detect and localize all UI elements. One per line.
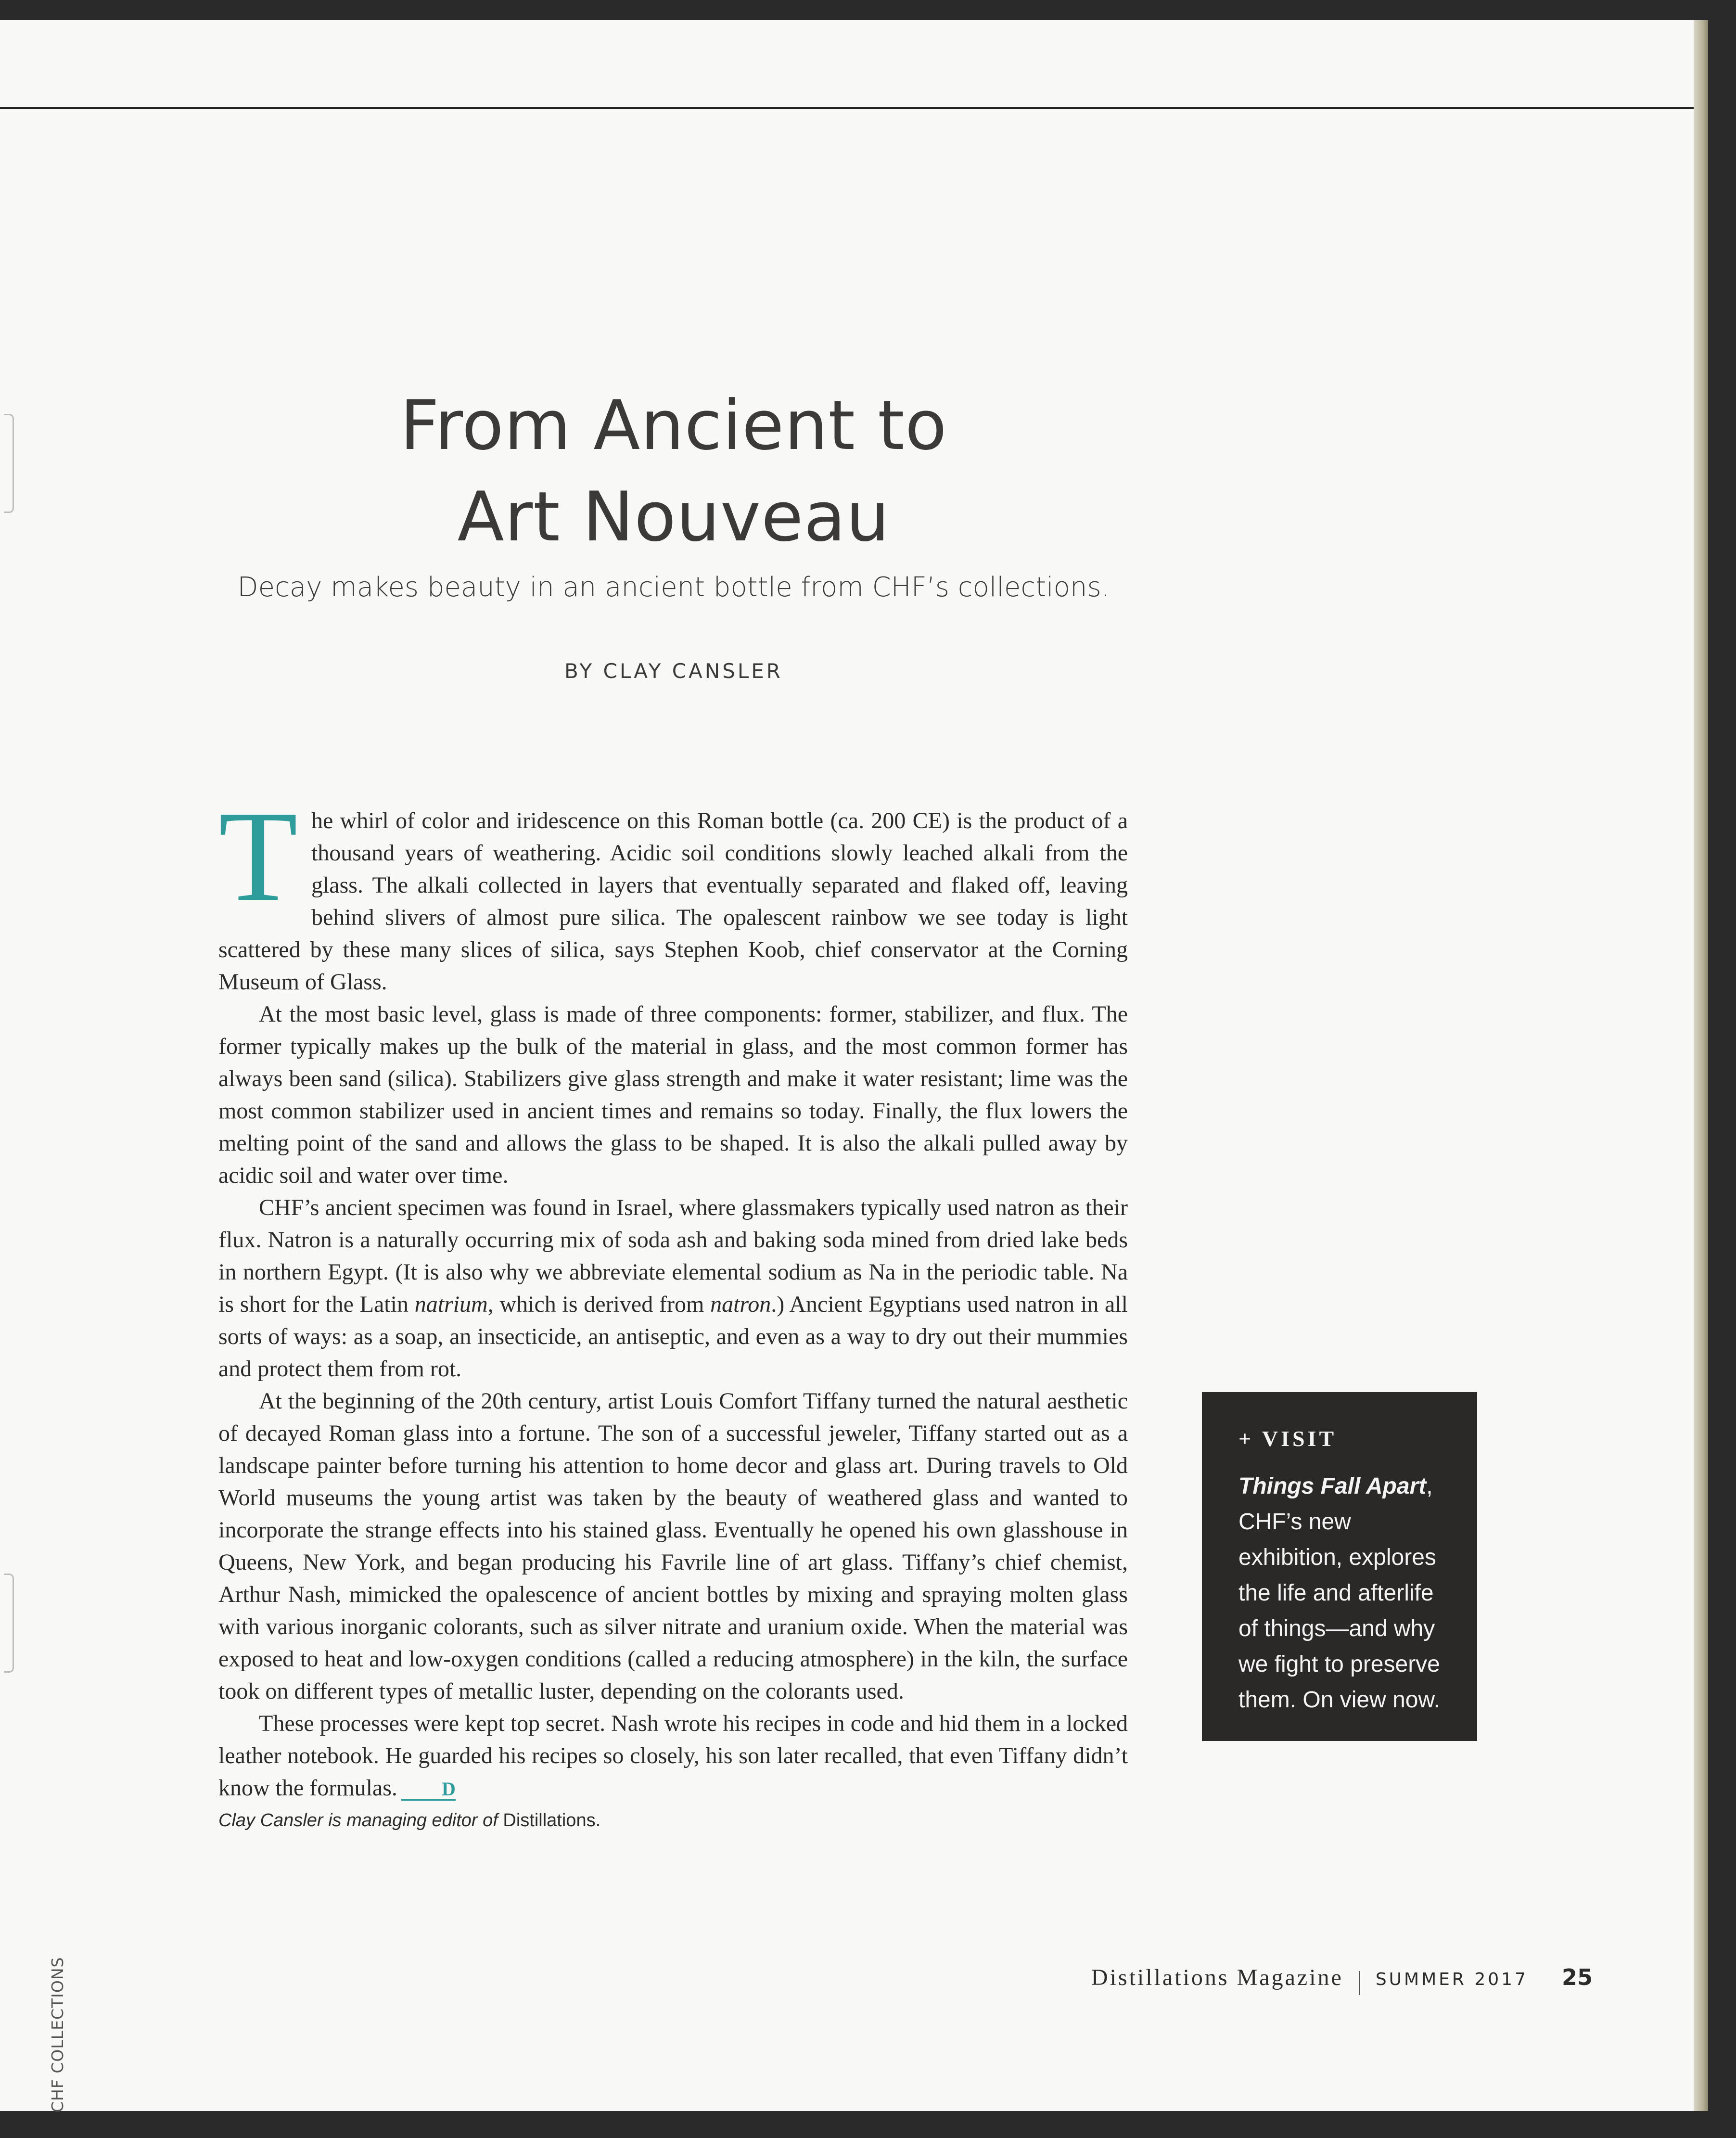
article-title [241,380,1107,563]
author-note [218,1806,1128,1835]
article-subtitle: Decay makes beauty in an ancient bottle from CHF’s collections. [237,572,1110,603]
header-rule [0,107,1694,109]
title-line-2: Art Nouveau [457,477,890,557]
binder-clip [4,1574,14,1673]
paragraph-3-text-a: CHF’s ancient specimen was found in Israel, where glassmakers typically used natron as their flux. Natron is a naturally occurring mix of soda ash and baking soda mined from dried lake beds in northern Egypt. (It is also why we abbreviate elemental sodium as Na in the periodic table. Na is short for the Latin [218,1195,1128,1317]
article-body [218,784,1128,1835]
byline: BY CLAY CANSLER [564,659,783,683]
title-line-1: From Ancient to [400,386,947,465]
title-comma: , [1426,1473,1433,1499]
paragraph-3-text-c: .) Ancient Egyptians used natron in all sorts of ways: as a soap, an insecticide, an antiseptic, and even as a way to dry out their mummies and protect them from rot. [218,1292,1128,1382]
page-number: 25 [1561,1964,1593,1990]
issue-season: SUMMER 2017 [1375,1970,1528,1989]
binder-clip [4,414,14,513]
paragraph-5-text: These processes were kept top secret. Nash wrote his recipes in code and hid them in a locked leather notebook. He guarded his recipes so closely, his son later recalled, that even Tiffany didn’t know the formulas. [218,1711,1128,1801]
end-mark-icon: D [401,1780,456,1801]
paragraph-1-text: he whirl of color and iridescence on this Roman bottle (ca. 200 CE) is the product of a thousand years of weathering. Acidic soil conditions slowly leached alkali from the glass. The alkali collected in layers that eventually separated and flaked off, leaving behind slivers of almost pure silica. The opalescent rainbow we see today is light scattered by these many slices of silica, says Stephen Koob, chief conservator at the Corning Museum of Glass. [218,808,1128,995]
sidebar-body [1238,1469,1441,1718]
paragraph-1 [218,784,1128,998]
footer-divider [1359,1971,1360,1995]
visit-sidebar [1202,1392,1477,1741]
latin-term: natrium [414,1292,488,1317]
section-label: CHF COLLECTIONS [48,1957,67,2112]
page-footer [1059,1964,1593,1995]
magazine-name: Distillations Magazine [1091,1965,1343,1990]
publication-name: Distillations. [503,1810,601,1831]
sidebar-description: CHF’s new exhibition, explores the life and afterlife of things—and why we fight to preserve them. On view now. [1238,1509,1440,1713]
page-edge [1694,20,1708,2111]
author-note-text: Clay Cansler is managing editor of [218,1810,503,1831]
paragraph-4: At the beginning of the 20th century, artist Louis Comfort Tiffany turned the natural aesthetic of decayed Roman glass into a fortune. The son of a successful jeweler, Tiffany started out as a landscape painter before turning his attention to home decor and glass art. During travels to Old World museums the young artist was taken by the beauty of weathered glass and wanted to incorporate the strange effects into his stained glass. Eventually he opened his own glasshouse in Queens, New York, and began producing his Favrile line of art glass. Tiffany’s chief chemist, Arthur Nash, mimicked the opalescence of ancient bottles by mixing and spraying molten glass with various inorganic colorants, such as silver nitrate and uranium oxide. When the material was exposed to heat and low-oxygen conditions (called a reducing atmosphere) in the kiln, the surface took on different types of metallic luster, depending on the colorants used. [218,1388,1128,1704]
paragraph-2: At the most basic level, glass is made of three components: former, stabilizer, and flux. The former typically makes up the bulk of the material in glass, and the most common former has always been sand (silica). Stabilizers give glass strength and make it water resistant; lime was the most common stabilizer used in ancient times and remains so today. Finally, the flux lowers the melting point of the sand and allows the glass to be shaped. It is also the alkali pulled away by acidic soil and water over time. [218,1001,1128,1188]
exhibition-title: Things Fall Apart [1238,1473,1427,1499]
paragraph-3 [218,1191,1128,1385]
sidebar-heading: + VISIT [1238,1426,1337,1451]
natron-term: natron [710,1292,771,1317]
drop-cap: T [218,784,298,928]
paragraph-5 [218,1707,1128,1804]
paragraph-3-text-b: , which is derived from [487,1292,711,1317]
